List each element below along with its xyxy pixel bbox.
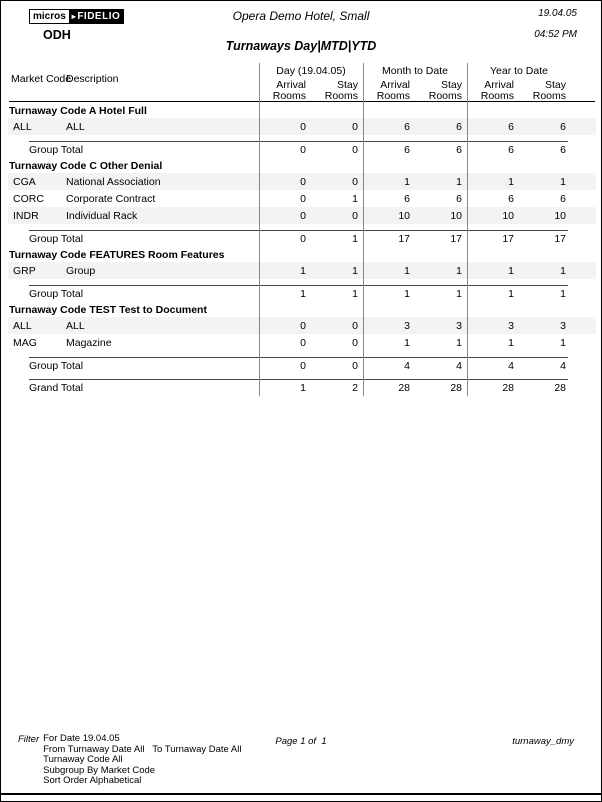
- mtd-group-label: Month to Date: [382, 65, 448, 77]
- ytd-column-group: [467, 63, 571, 102]
- value-cell: 0: [352, 209, 358, 222]
- description-cell: National Association: [66, 175, 161, 188]
- ytd-group-label: Year to Date: [490, 65, 548, 77]
- rule-line: [29, 379, 568, 380]
- filter-line: Turnaway Code All: [43, 754, 123, 765]
- total-value-cell: 6: [560, 143, 566, 156]
- market-code-cell: MAG: [13, 336, 37, 349]
- rule-line: [29, 357, 568, 358]
- value-cell: 10: [502, 209, 514, 222]
- value-cell: 1: [404, 264, 410, 277]
- value-cell: 1: [404, 175, 410, 188]
- value-cell: 1: [404, 336, 410, 349]
- stay-rooms-header: Stay Rooms: [324, 79, 358, 102]
- total-value-cell: 17: [398, 232, 410, 245]
- filter-line: Sort Order Alphabetical: [43, 775, 142, 786]
- property-code: ODH: [43, 28, 71, 42]
- group-header-label: Turnaway Code FEATURES Room Features: [9, 249, 225, 261]
- rule-line: [29, 285, 568, 286]
- description-cell: Magazine: [66, 336, 112, 349]
- value-cell: 10: [554, 209, 566, 222]
- value-cell: 1: [560, 336, 566, 349]
- value-cell: 0: [352, 175, 358, 188]
- total-value-cell: 17: [450, 232, 462, 245]
- filter-line: For Date 19.04.05: [43, 733, 120, 744]
- value-cell: 1: [560, 175, 566, 188]
- group-header-label: Turnaway Code C Other Denial: [9, 160, 163, 172]
- turnaway-group-header: [1, 157, 602, 173]
- column-divider: [259, 63, 260, 396]
- value-cell: 3: [560, 319, 566, 332]
- total-value-cell: 1: [300, 287, 306, 300]
- separator-rule: [1, 224, 602, 231]
- total-label: Group Total: [29, 143, 84, 156]
- total-value-cell: 1: [404, 287, 410, 300]
- value-cell: 6: [456, 120, 462, 133]
- description-cell: ALL: [66, 319, 85, 332]
- total-value-cell: 0: [300, 143, 306, 156]
- value-cell: 1: [352, 192, 358, 205]
- value-cell: 10: [398, 209, 410, 222]
- value-cell: 3: [456, 319, 462, 332]
- column-divider: [467, 63, 468, 396]
- total-value-cell: 4: [456, 359, 462, 372]
- page-indicator: Page 1 of 1: [275, 736, 327, 747]
- total-value-cell: 1: [352, 232, 358, 245]
- stay-rooms-header: Stay Rooms: [532, 79, 566, 102]
- table-header: [9, 63, 595, 102]
- report-time: 04:52 PM: [534, 29, 577, 40]
- turnaway-group-header: [1, 102, 602, 118]
- total-value-cell: 28: [398, 381, 410, 394]
- value-cell: 0: [300, 209, 306, 222]
- separator-rule: [1, 135, 602, 142]
- market-code-header: Market Code: [11, 73, 72, 85]
- value-cell: 6: [404, 120, 410, 133]
- group-total-row: [8, 142, 596, 157]
- description-cell: Group: [66, 264, 96, 277]
- hotel-name: Opera Demo Hotel, Small: [232, 9, 370, 23]
- market-code-cell: GRP: [13, 264, 36, 277]
- stay-rooms-header: Stay Rooms: [428, 79, 462, 102]
- value-cell: 6: [456, 192, 462, 205]
- value-cell: 3: [508, 319, 514, 332]
- group-header-label: Turnaway Code A Hotel Full: [9, 105, 147, 117]
- total-value-cell: 4: [508, 359, 514, 372]
- report-id: turnaway_dmy: [512, 736, 574, 747]
- filter-label: Filter: [18, 734, 40, 745]
- value-cell: 0: [300, 120, 306, 133]
- arrival-rooms-header: Arrival Rooms: [480, 79, 514, 102]
- description-cell: Corporate Contract: [66, 192, 156, 205]
- value-cell: 6: [560, 120, 566, 133]
- value-cell: 3: [404, 319, 410, 332]
- data-row: [8, 334, 596, 351]
- group-total-row: [8, 358, 596, 373]
- total-value-cell: 0: [352, 143, 358, 156]
- market-code-cell: ALL: [13, 319, 32, 332]
- total-value-cell: 0: [352, 359, 358, 372]
- value-cell: 1: [508, 175, 514, 188]
- total-value-cell: 1: [508, 287, 514, 300]
- data-row: [8, 317, 596, 334]
- total-value-cell: 4: [404, 359, 410, 372]
- separator-rule: [1, 279, 602, 286]
- turnaway-group-header: [1, 246, 602, 262]
- total-value-cell: 17: [502, 232, 514, 245]
- description-cell: Individual Rack: [66, 209, 138, 222]
- value-cell: 1: [300, 264, 306, 277]
- data-row: [8, 190, 596, 207]
- total-value-cell: 0: [300, 232, 306, 245]
- description-header: Description: [66, 73, 119, 85]
- data-row: [8, 207, 596, 224]
- table-body: [1, 102, 602, 395]
- value-cell: 0: [352, 336, 358, 349]
- description-cell: ALL: [66, 120, 85, 133]
- value-cell: 1: [456, 264, 462, 277]
- value-cell: 0: [300, 336, 306, 349]
- value-cell: 0: [352, 120, 358, 133]
- total-value-cell: 28: [502, 381, 514, 394]
- day-group-label: Day (19.04.05): [276, 65, 346, 77]
- column-divider: [363, 63, 364, 396]
- value-cell: 6: [404, 192, 410, 205]
- report-title: Turnaways Day|MTD|YTD: [225, 39, 377, 53]
- logo-fidelio-text: FIDELIO: [77, 11, 121, 22]
- group-total-row: [8, 231, 596, 246]
- value-cell: 1: [508, 336, 514, 349]
- day-column-group: [259, 63, 363, 102]
- total-value-cell: 6: [404, 143, 410, 156]
- value-cell: 0: [352, 319, 358, 332]
- total-value-cell: 1: [456, 287, 462, 300]
- total-value-cell: 6: [456, 143, 462, 156]
- value-cell: 6: [508, 120, 514, 133]
- value-cell: 6: [508, 192, 514, 205]
- value-cell: 1: [456, 336, 462, 349]
- market-code-cell: INDR: [13, 209, 39, 222]
- filter-line: Subgroup By Market Code: [43, 764, 156, 776]
- value-cell: 10: [450, 209, 462, 222]
- logo-micros-text: micros: [29, 9, 70, 24]
- total-value-cell: 17: [554, 232, 566, 245]
- total-value-cell: 1: [300, 381, 306, 394]
- grand-total-row: [8, 380, 596, 395]
- value-cell: 1: [352, 264, 358, 277]
- total-value-cell: 28: [554, 381, 566, 394]
- total-label: Group Total: [29, 232, 84, 245]
- data-row: [8, 118, 596, 135]
- value-cell: 6: [560, 192, 566, 205]
- value-cell: 0: [300, 192, 306, 205]
- data-row: [8, 173, 596, 190]
- arrival-rooms-header: Arrival Rooms: [272, 79, 306, 102]
- group-header-label: Turnaway Code TEST Test to Document: [9, 304, 207, 316]
- separator-rule: [1, 351, 602, 358]
- footer-rule: [1, 793, 601, 795]
- total-value-cell: 28: [450, 381, 462, 394]
- rule-line: [29, 230, 568, 231]
- market-code-cell: CORC: [13, 192, 44, 205]
- total-value-cell: 1: [352, 287, 358, 300]
- value-cell: 0: [300, 319, 306, 332]
- total-value-cell: 1: [560, 287, 566, 300]
- value-cell: 0: [300, 175, 306, 188]
- mtd-column-group: [363, 63, 467, 102]
- value-cell: 1: [508, 264, 514, 277]
- value-cell: 1: [456, 175, 462, 188]
- total-label: Grand Total: [29, 381, 84, 394]
- logo-arrow-icon: ▸: [71, 12, 77, 21]
- group-total-row: [8, 286, 596, 301]
- filter-line: From Turnaway Date All To Turnaway Date All: [43, 743, 242, 755]
- arrival-rooms-header: Arrival Rooms: [376, 79, 410, 102]
- total-value-cell: 4: [560, 359, 566, 372]
- value-cell: 1: [560, 264, 566, 277]
- total-value-cell: 2: [352, 381, 358, 394]
- total-value-cell: 6: [508, 143, 514, 156]
- data-row: [8, 262, 596, 279]
- report-date: 19.04.05: [538, 8, 577, 19]
- rule-line: [29, 141, 568, 142]
- turnaway-group-header: [1, 301, 602, 317]
- market-code-cell: ALL: [13, 120, 32, 133]
- total-label: Group Total: [29, 359, 84, 372]
- market-code-cell: CGA: [13, 175, 36, 188]
- total-label: Group Total: [29, 287, 84, 300]
- separator-rule: [1, 373, 602, 380]
- total-value-cell: 0: [300, 359, 306, 372]
